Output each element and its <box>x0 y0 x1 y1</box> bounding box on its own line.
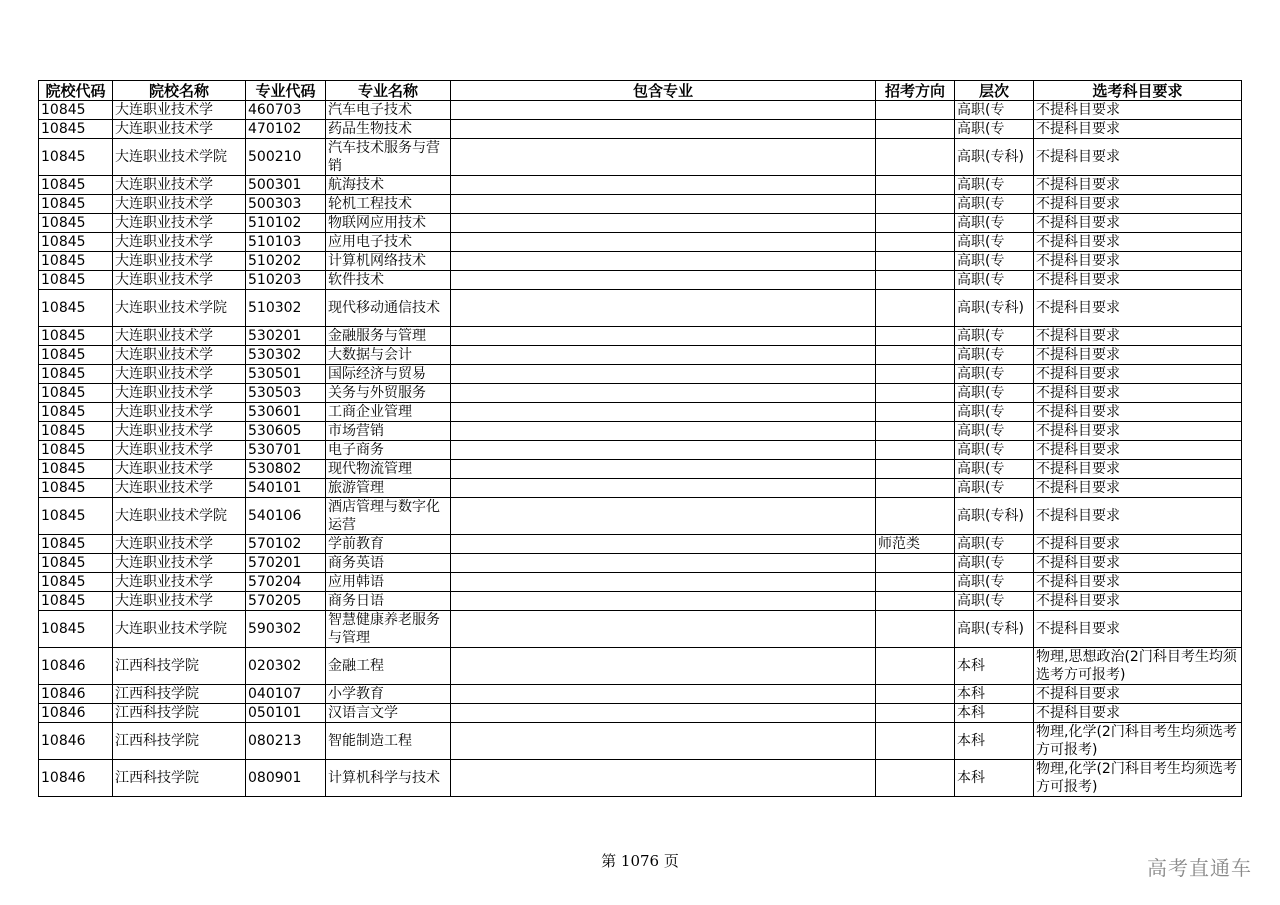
cell-included-majors <box>451 403 876 422</box>
cell-major-code: 510103 <box>246 233 326 252</box>
cell-school-name: 江西科技学院 <box>113 648 246 685</box>
table-row <box>39 704 1242 723</box>
cell-level: 高职(专 <box>955 535 1034 554</box>
table-row <box>39 233 1242 252</box>
cell-major-name: 电子商务 <box>326 441 451 460</box>
cell-included-majors <box>451 554 876 573</box>
cell-school-code: 10845 <box>39 271 113 290</box>
cell-included-majors <box>451 723 876 760</box>
cell-major-name: 计算机科学与技术 <box>326 760 451 797</box>
cell-school-name: 大连职业技术学 <box>113 214 246 233</box>
cell-included-majors <box>451 535 876 554</box>
cell-school-name: 江西科技学院 <box>113 685 246 704</box>
table-row <box>39 101 1242 120</box>
cell-included-majors <box>451 214 876 233</box>
cell-major-code: 530601 <box>246 403 326 422</box>
cell-subject-requirement: 不提科目要求 <box>1034 252 1242 271</box>
cell-major-name: 学前教育 <box>326 535 451 554</box>
cell-school-name: 大连职业技术学 <box>113 176 246 195</box>
cell-included-majors <box>451 176 876 195</box>
cell-direction <box>876 139 955 176</box>
cell-school-name: 大连职业技术学 <box>113 233 246 252</box>
cell-school-name: 大连职业技术学院 <box>113 290 246 327</box>
cell-direction <box>876 685 955 704</box>
cell-subject-requirement: 不提科目要求 <box>1034 403 1242 422</box>
cell-school-name: 大连职业技术学 <box>113 460 246 479</box>
cell-school-name: 大连职业技术学 <box>113 573 246 592</box>
cell-subject-requirement: 不提科目要求 <box>1034 101 1242 120</box>
cell-school-code: 10845 <box>39 554 113 573</box>
cell-major-code: 510102 <box>246 214 326 233</box>
cell-subject-requirement: 不提科目要求 <box>1034 120 1242 139</box>
cell-major-name: 商务英语 <box>326 554 451 573</box>
cell-level: 高职(专 <box>955 365 1034 384</box>
cell-included-majors <box>451 120 876 139</box>
cell-school-name: 大连职业技术学 <box>113 554 246 573</box>
cell-subject-requirement: 不提科目要求 <box>1034 176 1242 195</box>
header-direction: 招考方向 <box>876 81 955 101</box>
cell-school-code: 10845 <box>39 365 113 384</box>
cell-included-majors <box>451 195 876 214</box>
admissions-table <box>38 80 1242 797</box>
cell-school-code: 10846 <box>39 704 113 723</box>
cell-school-code: 10845 <box>39 535 113 554</box>
cell-school-code: 10846 <box>39 685 113 704</box>
cell-school-code: 10845 <box>39 290 113 327</box>
cell-included-majors <box>451 139 876 176</box>
cell-school-name: 大连职业技术学 <box>113 195 246 214</box>
table-row <box>39 573 1242 592</box>
cell-school-name: 大连职业技术学 <box>113 403 246 422</box>
cell-direction <box>876 592 955 611</box>
cell-level: 本科 <box>955 648 1034 685</box>
cell-school-code: 10845 <box>39 441 113 460</box>
cell-school-code: 10845 <box>39 233 113 252</box>
cell-major-name: 国际经济与贸易 <box>326 365 451 384</box>
cell-included-majors <box>451 611 876 648</box>
cell-level: 高职(专 <box>955 422 1034 441</box>
cell-direction <box>876 422 955 441</box>
cell-school-code: 10845 <box>39 592 113 611</box>
cell-level: 高职(专 <box>955 327 1034 346</box>
cell-major-name: 金融工程 <box>326 648 451 685</box>
cell-direction <box>876 611 955 648</box>
cell-subject-requirement: 不提科目要求 <box>1034 685 1242 704</box>
cell-subject-requirement: 不提科目要求 <box>1034 704 1242 723</box>
cell-level: 高职(专 <box>955 403 1034 422</box>
cell-level: 高职(专 <box>955 101 1034 120</box>
table-row <box>39 195 1242 214</box>
cell-school-code: 10845 <box>39 479 113 498</box>
cell-direction <box>876 271 955 290</box>
cell-level: 高职(专 <box>955 176 1034 195</box>
cell-school-code: 10846 <box>39 723 113 760</box>
cell-school-code: 10845 <box>39 327 113 346</box>
cell-subject-requirement: 物理,思想政治(2门科目考生均须选考方可报考) <box>1034 648 1242 685</box>
cell-school-name: 大连职业技术学 <box>113 592 246 611</box>
cell-school-code: 10846 <box>39 760 113 797</box>
header-school-name: 院校名称 <box>113 81 246 101</box>
cell-major-name: 酒店管理与数字化运营 <box>326 498 451 535</box>
table-row <box>39 327 1242 346</box>
cell-subject-requirement: 不提科目要求 <box>1034 498 1242 535</box>
table-row <box>39 384 1242 403</box>
cell-subject-requirement: 物理,化学(2门科目考生均须选考方可报考) <box>1034 760 1242 797</box>
cell-included-majors <box>451 252 876 271</box>
cell-level: 高职(专 <box>955 460 1034 479</box>
table-row <box>39 498 1242 535</box>
cell-major-code: 570201 <box>246 554 326 573</box>
cell-subject-requirement: 不提科目要求 <box>1034 460 1242 479</box>
table-row <box>39 139 1242 176</box>
cell-level: 高职(专 <box>955 441 1034 460</box>
cell-direction <box>876 723 955 760</box>
cell-subject-requirement: 物理,化学(2门科目考生均须选考方可报考) <box>1034 723 1242 760</box>
header-major-name: 专业名称 <box>326 81 451 101</box>
cell-major-code: 080901 <box>246 760 326 797</box>
cell-included-majors <box>451 101 876 120</box>
cell-included-majors <box>451 685 876 704</box>
cell-subject-requirement: 不提科目要求 <box>1034 365 1242 384</box>
cell-major-name: 大数据与会计 <box>326 346 451 365</box>
cell-major-code: 500210 <box>246 139 326 176</box>
cell-major-name: 市场营销 <box>326 422 451 441</box>
cell-school-code: 10845 <box>39 573 113 592</box>
cell-level: 本科 <box>955 685 1034 704</box>
cell-included-majors <box>451 271 876 290</box>
cell-major-code: 530802 <box>246 460 326 479</box>
cell-major-code: 530605 <box>246 422 326 441</box>
cell-level: 高职(专 <box>955 573 1034 592</box>
table-row <box>39 403 1242 422</box>
cell-major-code: 500301 <box>246 176 326 195</box>
cell-direction <box>876 554 955 573</box>
table-row <box>39 422 1242 441</box>
cell-major-name: 轮机工程技术 <box>326 195 451 214</box>
cell-direction <box>876 101 955 120</box>
cell-major-code: 500303 <box>246 195 326 214</box>
cell-school-code: 10845 <box>39 403 113 422</box>
table-row <box>39 592 1242 611</box>
table-row <box>39 685 1242 704</box>
cell-major-code: 530501 <box>246 365 326 384</box>
cell-school-name: 江西科技学院 <box>113 723 246 760</box>
cell-school-code: 10845 <box>39 120 113 139</box>
cell-school-code: 10845 <box>39 214 113 233</box>
cell-school-name: 大连职业技术学 <box>113 271 246 290</box>
cell-major-name: 小学教育 <box>326 685 451 704</box>
cell-major-name: 物联网应用技术 <box>326 214 451 233</box>
header-subject-requirement: 选考科目要求 <box>1034 81 1242 101</box>
cell-school-name: 大连职业技术学 <box>113 120 246 139</box>
cell-major-name: 航海技术 <box>326 176 451 195</box>
cell-direction <box>876 233 955 252</box>
cell-major-name: 药品生物技术 <box>326 120 451 139</box>
cell-included-majors <box>451 365 876 384</box>
cell-subject-requirement: 不提科目要求 <box>1034 384 1242 403</box>
cell-major-name: 金融服务与管理 <box>326 327 451 346</box>
cell-major-name: 汽车技术服务与营销 <box>326 139 451 176</box>
cell-level: 高职(专科) <box>955 611 1034 648</box>
cell-level: 高职(专 <box>955 214 1034 233</box>
cell-level: 高职(专科) <box>955 498 1034 535</box>
header-major-code: 专业代码 <box>246 81 326 101</box>
table-row <box>39 479 1242 498</box>
cell-school-code: 10845 <box>39 252 113 271</box>
cell-included-majors <box>451 479 876 498</box>
cell-school-code: 10845 <box>39 176 113 195</box>
cell-subject-requirement: 不提科目要求 <box>1034 611 1242 648</box>
cell-school-name: 大连职业技术学院 <box>113 498 246 535</box>
cell-major-name: 软件技术 <box>326 271 451 290</box>
cell-direction <box>876 195 955 214</box>
cell-major-name: 应用韩语 <box>326 573 451 592</box>
cell-direction <box>876 176 955 195</box>
cell-level: 高职(专 <box>955 554 1034 573</box>
cell-level: 高职(专 <box>955 252 1034 271</box>
cell-major-code: 510302 <box>246 290 326 327</box>
cell-school-name: 大连职业技术学 <box>113 479 246 498</box>
cell-school-name: 大连职业技术学 <box>113 535 246 554</box>
cell-major-name: 汉语言文学 <box>326 704 451 723</box>
cell-level: 本科 <box>955 704 1034 723</box>
cell-subject-requirement: 不提科目要求 <box>1034 290 1242 327</box>
cell-major-code: 050101 <box>246 704 326 723</box>
cell-included-majors <box>451 760 876 797</box>
table-body <box>39 101 1242 797</box>
cell-major-code: 540101 <box>246 479 326 498</box>
cell-major-name: 工商企业管理 <box>326 403 451 422</box>
table-row <box>39 648 1242 685</box>
cell-subject-requirement: 不提科目要求 <box>1034 271 1242 290</box>
cell-school-code: 10845 <box>39 139 113 176</box>
table-row <box>39 346 1242 365</box>
cell-level: 高职(专科) <box>955 139 1034 176</box>
cell-included-majors <box>451 384 876 403</box>
cell-direction <box>876 441 955 460</box>
cell-included-majors <box>451 573 876 592</box>
cell-level: 高职(专 <box>955 479 1034 498</box>
cell-major-code: 510203 <box>246 271 326 290</box>
cell-major-name: 计算机网络技术 <box>326 252 451 271</box>
cell-major-code: 530701 <box>246 441 326 460</box>
cell-subject-requirement: 不提科目要求 <box>1034 214 1242 233</box>
cell-level: 高职(专科) <box>955 290 1034 327</box>
cell-school-code: 10845 <box>39 460 113 479</box>
table-row <box>39 214 1242 233</box>
cell-direction <box>876 479 955 498</box>
cell-major-code: 040107 <box>246 685 326 704</box>
cell-direction <box>876 290 955 327</box>
cell-major-name: 汽车电子技术 <box>326 101 451 120</box>
cell-direction <box>876 648 955 685</box>
cell-direction <box>876 498 955 535</box>
cell-direction <box>876 252 955 271</box>
cell-level: 高职(专 <box>955 592 1034 611</box>
cell-subject-requirement: 不提科目要求 <box>1034 195 1242 214</box>
cell-level: 高职(专 <box>955 384 1034 403</box>
cell-subject-requirement: 不提科目要求 <box>1034 592 1242 611</box>
cell-included-majors <box>451 346 876 365</box>
cell-included-majors <box>451 498 876 535</box>
cell-level: 高职(专 <box>955 233 1034 252</box>
cell-major-name: 智慧健康养老服务与管理 <box>326 611 451 648</box>
cell-subject-requirement: 不提科目要求 <box>1034 327 1242 346</box>
cell-school-name: 大连职业技术学 <box>113 365 246 384</box>
cell-major-code: 530503 <box>246 384 326 403</box>
table-row <box>39 441 1242 460</box>
cell-direction <box>876 120 955 139</box>
cell-major-name: 智能制造工程 <box>326 723 451 760</box>
cell-direction <box>876 573 955 592</box>
cell-included-majors <box>451 422 876 441</box>
cell-major-code: 080213 <box>246 723 326 760</box>
cell-major-name: 旅游管理 <box>326 479 451 498</box>
cell-direction: 师范类 <box>876 535 955 554</box>
cell-direction <box>876 346 955 365</box>
cell-included-majors <box>451 441 876 460</box>
cell-school-name: 大连职业技术学 <box>113 101 246 120</box>
cell-included-majors <box>451 233 876 252</box>
cell-subject-requirement: 不提科目要求 <box>1034 573 1242 592</box>
cell-major-code: 540106 <box>246 498 326 535</box>
cell-subject-requirement: 不提科目要求 <box>1034 139 1242 176</box>
cell-school-code: 10846 <box>39 648 113 685</box>
watermark: 高考直通车 <box>1147 856 1252 880</box>
cell-major-name: 关务与外贸服务 <box>326 384 451 403</box>
cell-major-code: 530201 <box>246 327 326 346</box>
table-row <box>39 271 1242 290</box>
cell-major-code: 020302 <box>246 648 326 685</box>
table-row <box>39 120 1242 139</box>
cell-school-code: 10845 <box>39 498 113 535</box>
cell-school-code: 10845 <box>39 422 113 441</box>
header-included-majors: 包含专业 <box>451 81 876 101</box>
cell-direction <box>876 365 955 384</box>
table-row <box>39 554 1242 573</box>
table-row <box>39 176 1242 195</box>
table-row <box>39 460 1242 479</box>
cell-school-name: 大连职业技术学 <box>113 252 246 271</box>
cell-school-name: 大连职业技术学 <box>113 422 246 441</box>
cell-level: 高职(专 <box>955 120 1034 139</box>
cell-direction <box>876 704 955 723</box>
table-row <box>39 252 1242 271</box>
cell-school-name: 大连职业技术学 <box>113 327 246 346</box>
table-row <box>39 365 1242 384</box>
cell-major-code: 530302 <box>246 346 326 365</box>
cell-level: 高职(专 <box>955 346 1034 365</box>
cell-school-name: 大连职业技术学 <box>113 441 246 460</box>
cell-major-code: 470102 <box>246 120 326 139</box>
table-row <box>39 611 1242 648</box>
cell-direction <box>876 384 955 403</box>
header-row <box>39 81 1242 101</box>
cell-level: 高职(专 <box>955 195 1034 214</box>
cell-direction <box>876 327 955 346</box>
cell-included-majors <box>451 592 876 611</box>
table-row <box>39 760 1242 797</box>
cell-school-name: 大连职业技术学 <box>113 346 246 365</box>
cell-school-code: 10845 <box>39 384 113 403</box>
cell-school-code: 10845 <box>39 611 113 648</box>
cell-subject-requirement: 不提科目要求 <box>1034 554 1242 573</box>
cell-school-code: 10845 <box>39 346 113 365</box>
table-row <box>39 290 1242 327</box>
cell-school-name: 大连职业技术学 <box>113 384 246 403</box>
cell-school-name: 江西科技学院 <box>113 704 246 723</box>
cell-school-code: 10845 <box>39 101 113 120</box>
cell-level: 本科 <box>955 760 1034 797</box>
cell-school-name: 江西科技学院 <box>113 760 246 797</box>
cell-school-code: 10845 <box>39 195 113 214</box>
cell-school-name: 大连职业技术学院 <box>113 139 246 176</box>
cell-major-code: 570204 <box>246 573 326 592</box>
header-school-code: 院校代码 <box>39 81 113 101</box>
cell-major-name: 现代移动通信技术 <box>326 290 451 327</box>
cell-direction <box>876 460 955 479</box>
cell-major-code: 460703 <box>246 101 326 120</box>
cell-direction <box>876 214 955 233</box>
cell-included-majors <box>451 704 876 723</box>
cell-direction <box>876 403 955 422</box>
cell-subject-requirement: 不提科目要求 <box>1034 535 1242 554</box>
cell-subject-requirement: 不提科目要求 <box>1034 422 1242 441</box>
cell-level: 高职(专 <box>955 271 1034 290</box>
table-row <box>39 723 1242 760</box>
cell-included-majors <box>451 460 876 479</box>
cell-level: 本科 <box>955 723 1034 760</box>
cell-included-majors <box>451 290 876 327</box>
cell-included-majors <box>451 327 876 346</box>
cell-included-majors <box>451 648 876 685</box>
cell-major-name: 商务日语 <box>326 592 451 611</box>
cell-direction <box>876 760 955 797</box>
cell-school-name: 大连职业技术学院 <box>113 611 246 648</box>
cell-major-name: 现代物流管理 <box>326 460 451 479</box>
cell-subject-requirement: 不提科目要求 <box>1034 441 1242 460</box>
table-row <box>39 535 1242 554</box>
header-level: 层次 <box>955 81 1034 101</box>
page-number: 第 1076 页 <box>601 852 679 870</box>
cell-major-name: 应用电子技术 <box>326 233 451 252</box>
cell-subject-requirement: 不提科目要求 <box>1034 233 1242 252</box>
cell-subject-requirement: 不提科目要求 <box>1034 346 1242 365</box>
cell-major-code: 510202 <box>246 252 326 271</box>
cell-subject-requirement: 不提科目要求 <box>1034 479 1242 498</box>
cell-major-code: 570102 <box>246 535 326 554</box>
cell-major-code: 570205 <box>246 592 326 611</box>
cell-major-code: 590302 <box>246 611 326 648</box>
